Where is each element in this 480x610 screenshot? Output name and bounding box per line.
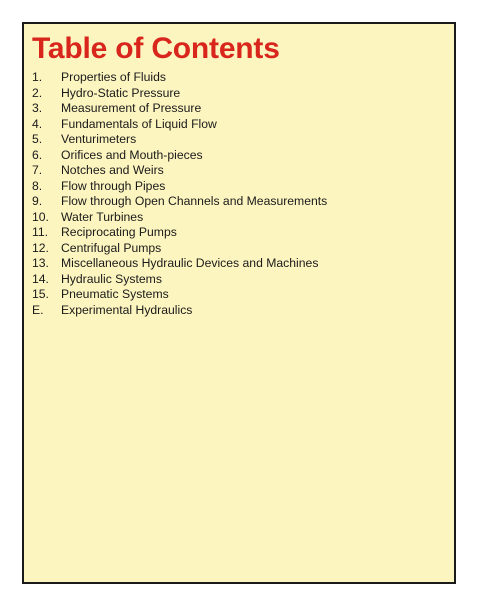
toc-entry bbox=[32, 287, 327, 303]
toc-entry-title: Measurement of Pressure bbox=[61, 101, 202, 115]
toc-entry-number: 5. bbox=[32, 132, 43, 146]
toc-entry-number: 11. bbox=[32, 225, 49, 239]
toc-entry bbox=[32, 101, 327, 117]
toc-entry bbox=[32, 225, 327, 241]
toc-entry-title: Venturimeters bbox=[61, 132, 137, 146]
toc-entry bbox=[32, 272, 327, 288]
toc-entry-number: 9. bbox=[32, 194, 43, 208]
toc-entry-title: Hydraulic Systems bbox=[61, 271, 162, 286]
toc-entry-number: 14. bbox=[32, 271, 49, 286]
toc-entry-number: 10. bbox=[32, 209, 49, 224]
toc-entry-title: Notches and Weirs bbox=[61, 163, 164, 177]
toc-entry-title: Fundamentals of Liquid Flow bbox=[61, 116, 217, 131]
toc-entry-title: Reciprocating Pumps bbox=[61, 225, 177, 239]
toc-entry-title: Water Turbines bbox=[61, 209, 144, 224]
toc-entry-title: Pneumatic Systems bbox=[61, 287, 169, 301]
toc-entry-title: Miscellaneous Hydraulic Devices and Machines bbox=[61, 256, 319, 270]
toc-entry-number: 1. bbox=[32, 70, 43, 84]
toc-entry bbox=[32, 163, 327, 179]
toc-entry-title: Experimental Hydraulics bbox=[61, 302, 193, 317]
toc-entry bbox=[32, 303, 327, 319]
toc-entry-number: 7. bbox=[32, 163, 43, 177]
toc-entry-number: E. bbox=[32, 302, 44, 317]
toc-entry bbox=[32, 256, 327, 272]
toc-entry-number: 8. bbox=[32, 178, 43, 193]
toc-entry bbox=[32, 132, 327, 148]
toc-entry bbox=[32, 86, 327, 102]
toc-entry bbox=[32, 241, 327, 257]
toc-entry-title: Flow through Pipes bbox=[61, 178, 166, 193]
toc-entry-number: 4. bbox=[32, 116, 43, 131]
toc-entry-title: Orifices and Mouth-pieces bbox=[61, 147, 203, 162]
toc-entry-title: Properties of Fluids bbox=[61, 70, 166, 84]
toc-entry bbox=[32, 70, 327, 86]
toc-entry-title: Centrifugal Pumps bbox=[61, 240, 162, 255]
toc-entry-number: 15. bbox=[32, 287, 49, 301]
toc-entry-number: 3. bbox=[32, 101, 43, 115]
toc-list bbox=[32, 70, 327, 318]
toc-entry-number: 12. bbox=[32, 240, 49, 255]
toc-entry bbox=[32, 117, 327, 133]
toc-entry bbox=[32, 179, 327, 195]
toc-entry bbox=[32, 194, 327, 210]
toc-entry-number: 6. bbox=[32, 147, 43, 162]
toc-entry bbox=[32, 210, 327, 226]
page-title: Table of Contents bbox=[32, 32, 280, 65]
toc-entry-number: 13. bbox=[32, 256, 49, 270]
toc-page bbox=[22, 22, 456, 584]
toc-entry-title: Hydro-Static Pressure bbox=[61, 85, 181, 100]
toc-entry bbox=[32, 148, 327, 164]
toc-entry-title: Flow through Open Channels and Measurements bbox=[61, 194, 328, 208]
toc-entry-number: 2. bbox=[32, 85, 43, 100]
